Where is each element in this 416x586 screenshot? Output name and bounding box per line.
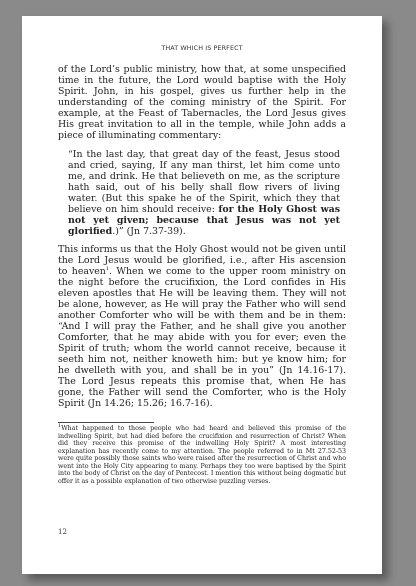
body-text [58,64,346,409]
footnote-text: What happened to those people who had heard and believed this promise of the indwelling Spirit, but had died before the crucifixion and resurrection of Christ? When did they receive this promise of the indwelling Holy Spirit? A most interesting explanation has recently come to my attention. The people referred to in Mt 27.52-53 were quite possibly those saints who were raised after the resurrection of Christ and who went into the Holy City appearing to many. Perhaps they too were baptised by the Spirit into the body of Christ on the day of Pentecost. I mention this without being dogmatic but offer it as a possible explanation of two otherwise puzzling verses. [58,425,346,485]
quote-citation: .)” (Jn 7.37-39). [112,226,186,237]
paragraph-1: of the Lord’s public ministry, how that, at some unspecified time in the future, the Lord would baptise with the Holy Spirit. John, in his gospel, gives us further help in the understanding of the coming ministry of the Spirit. For example, at the Feast of Tabernacles, the Lord Jesus gives His great invitation to all in the temple, while John adds a piece of illuminating commentary: [58,64,346,141]
quote-bold-text: for the Holy Ghost was not yet given; because that Jesus was not yet glorified [68,204,340,237]
footnote [58,422,346,485]
book-page [22,16,382,574]
footnote-mark: 1 [58,422,62,429]
paragraph-2 [58,244,346,409]
paragraph-2-start: This informs us that the Holy Ghost would not be given until the Lord Jesus would be glorified, i.e., after His ascension to heaven [58,244,346,277]
page-number: 12 [58,528,67,536]
footnote-reference[interactable]: 1 [105,265,110,272]
footnote-separator [58,422,154,423]
paragraph-2-end: . When we come to the upper room ministry on the night before the crucifixion, the Lord confides in His eleven apostles that He will be leaving them. They will not be alone, however, as He will pray the Father who will send another Comforter who will be with them and be in them: “And I will pray the Father, and he shall give you another Comforter, that he may abide with you for ever; even the Spirit of truth; whom the world cannot receive, because it seeth him not, neither knoweth him: but ye know him; for he dwelleth with you, and shall be in you” (Jn 14.16-17). The Lord Jesus repeats this promise that, when He has gone, the Father will send the Comforter, who is the Holy Spirit (Jn 14.26; 15.26; 16.7-16). [58,266,346,409]
quote-text: “In the last day, that great day of the feast, Jesus stood and cried, saying, If any man thirst, let him come unto me, and drink. He that believeth on me, as the scripture hath said, out of his belly shall flow rivers of living water. (But this spake he of the Spirit, which they that believe on him should receive: [68,149,340,215]
running-head: THAT WHICH IS PERFECT [161,44,243,52]
scripture-quote [68,149,340,237]
